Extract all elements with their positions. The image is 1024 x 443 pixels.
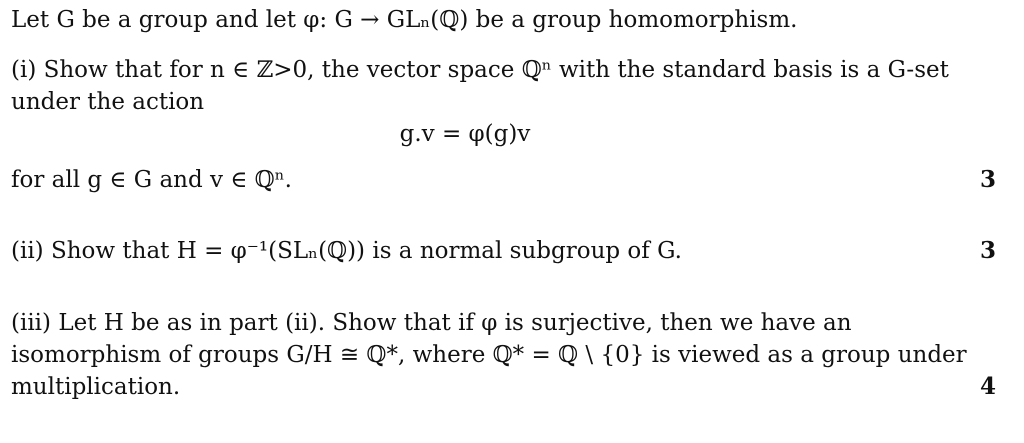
part-i-display-equation: g.v = φ(g)v [399,121,531,147]
part-iii-marks: 4 [979,373,996,400]
part-i-text-line-3: for all g ∈ G and v ∈ ℚⁿ. [11,167,292,193]
part-ii-marks: 3 [979,237,996,264]
part-i-text-line-2: under the action [11,89,205,115]
part-i-marks: 3 [979,166,996,193]
part-iii-text-line-3: multiplication. [11,374,181,400]
part-ii-text-line-1: (ii) Show that H = φ⁻¹(SLₙ(ℚ)) is a normal subgroup of G. [11,238,682,264]
problem-intro: Let G be a group and let φ: G → GLₙ(ℚ) be a group homomorphism. [11,7,798,33]
part-iii-text-line-2: isomorphism of groups G/H ≅ ℚ*, where ℚ* = ℚ \ {0} is viewed as a group under [11,342,967,368]
part-iii-text-line-1: (iii) Let H be as in part (ii). Show that if φ is surjective, then we have an [11,310,852,336]
part-i-text-line-1: (i) Show that for n ∈ ℤ>0, the vector space ℚⁿ with the standard basis is a G-set [11,57,949,83]
